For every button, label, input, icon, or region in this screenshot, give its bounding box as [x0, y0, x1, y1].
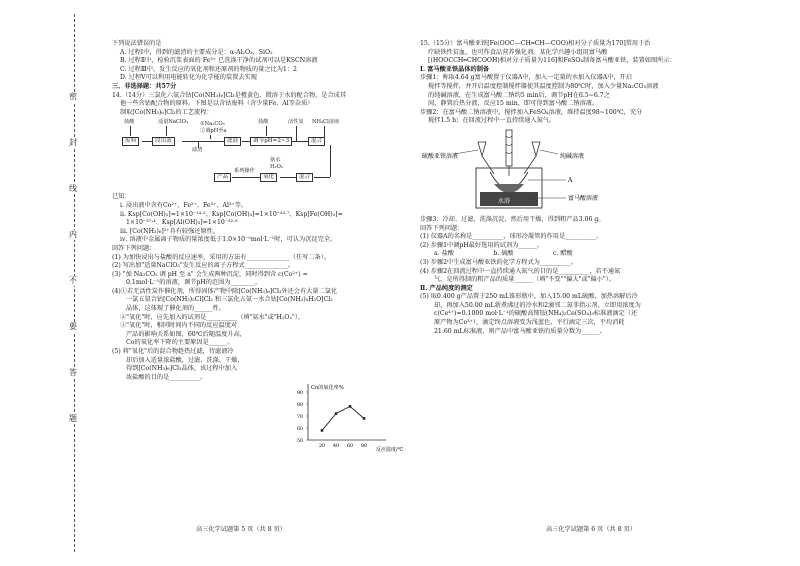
part-heading: Ⅰ. 富马酸亚铁晶体的制备: [420, 65, 490, 73]
condenser: [506, 130, 512, 166]
flow-box: 浸出液: [152, 137, 175, 146]
sub-question: (2) 写出加"适量NaClO₃"发生反应的离子方程式______________。: [112, 262, 295, 270]
oxidation-rate-chart: [286, 382, 404, 453]
oxidation-rate-plot: [286, 382, 404, 453]
choice-row: a. 盐酸 b. 硫酸 c. 醋酸: [434, 250, 573, 258]
x-tick-label: 80: [361, 444, 368, 449]
x-tick-label: 20: [319, 444, 326, 449]
flow-box: 氧化: [260, 173, 277, 182]
flow-input: 适量NaClO₃: [158, 119, 188, 126]
page-footer: 高三化学试题第 5 页（共 8 页）: [196, 526, 286, 533]
process-flowchart: [120, 119, 360, 191]
step-text: 搅拌1.5 h；在回流过程中一直持续通入氮气。: [428, 117, 556, 125]
sub-question: (4)①若无活性炭作催化剂，所得固体产物中除[Co(NH₃)₆]Cl₃外还会有大量二氯化: [112, 287, 338, 295]
y-tick-label: 80: [297, 403, 304, 408]
chart-title: Co的氧化率%: [311, 385, 344, 391]
given-item: ⅳ. 溶液中金属离子物质的量浓度低于1.0×10⁻⁵mol·L⁻¹时，可认为沉淀完全。: [120, 236, 337, 244]
flow-box: 混合: [308, 137, 325, 146]
binding-char: 线: [69, 184, 77, 193]
sub-question: 产品的影响关系如图，60℃后随温度升高，: [126, 330, 246, 338]
sub-question: (5) 取0.400 g产品置于250 mL锥形瓶中，加入15.00 mL硫酸，加热溶解后冷: [420, 293, 638, 301]
sub-question: 一氯五氨合钴[Co(NH₃)₅Cl]Cl₂ 和三氯化五氨一水合钴[Co(NH₃)₅H₂O]Cl₃: [126, 296, 333, 304]
dropping-funnel-right: [532, 142, 540, 156]
data-point: [363, 417, 366, 420]
flow-box: 混合: [296, 173, 313, 182]
question-15-stem: 疗缺铁性贫血，也可作食品营养强化剂。某化学兴趣小组用富马酸: [428, 48, 608, 56]
step-text: 的纯碱溶液，在生成富马酸二钠约5 min后，调节pH在6.5~6.7之: [428, 91, 610, 99]
step-text: 步骤3：冷却、过滤，洗涤沉淀，然后用干燥，得到粗产品3.06 g。: [420, 215, 605, 223]
step-text: 搅拌等搅拌，并开启温度控制搅拌器使其温度控制为80℃时，加入少量Na₂CO₃溶液: [428, 82, 659, 90]
flow-box: 产品: [214, 173, 231, 182]
binding-char: 内: [69, 230, 77, 239]
part-heading: Ⅱ. 产品纯度的测定: [420, 284, 473, 292]
sub-question: 晶体，这体现了催化剂的______性。: [126, 305, 225, 313]
binding-char: 不: [69, 276, 77, 285]
step-text: 间，静置后热分液，反应15 min，即可得到富马酸二钠溶液。: [428, 100, 599, 108]
flow-input: ②调pH至a: [200, 128, 227, 135]
flow-label: 系列操作: [234, 168, 255, 175]
left-exam-page: [112, 40, 412, 382]
sub-question: c(Ce⁴⁺)=0.1000 mol·L⁻¹的硫酸高铈铵(NH₄)₂Ce(SO₄)₃标准液滴定（还: [434, 310, 638, 318]
given-heading: 已知：: [112, 193, 131, 201]
sub-question: 浓盐酸的目的是__________。: [126, 373, 207, 381]
label-right-solution: 纯碱溶液: [560, 152, 585, 160]
given-item: ⅰ. 浸出液中含有Co²⁺、Fe²⁺、Fe³⁺、Al³⁺等。: [120, 201, 248, 209]
label-acid-solution: 富马酸溶液: [568, 194, 599, 202]
section-heading: 三、非选择题：共57分: [112, 82, 177, 90]
sub-question: 0.1mol·L⁻¹的溶液，调节pH的范围为________。: [126, 279, 262, 287]
label-left-solution: 硫酸亚铁溶液: [422, 152, 459, 160]
flow-input: 盐酸: [258, 119, 269, 126]
binding-char: 答: [69, 368, 77, 377]
flow-input: 盐酸: [124, 119, 135, 126]
question-line: 下列说法错误的是: [112, 40, 162, 47]
sub-question: (1) 为加快浸出与盐酸的反应速率，采用的方法有______________（任写二条）。: [112, 253, 331, 261]
given-item: ⅲ. [Co(NH₃)₆]²⁺具有较强还原性。: [120, 227, 220, 235]
sub-question: 21.60 mL标准液，则产品中富马酸亚铁的质量分数为______。: [434, 327, 606, 335]
question-15-stem: [(HOOCCH═CHCOOH)相对分子质量为116]和FeSO₄制备富马酸亚铁，装置如图所示：: [428, 57, 676, 65]
apparatus-diagram: [420, 128, 782, 214]
flow-input: H₂O₂: [270, 164, 283, 171]
y-tick-label: 60: [297, 427, 304, 432]
binding-char: 封: [69, 138, 77, 147]
binding-char: 题: [69, 414, 77, 423]
x-tick-label: 40: [333, 444, 340, 449]
sub-question: 得到[Co(NH₃)₆]Cl₃晶体，该过程中加入: [126, 365, 238, 373]
flow-input: 氨水: [270, 157, 281, 164]
flow-input: NH₄Cl溶液: [312, 119, 340, 126]
answer-prompt: 回答下列问题：: [112, 244, 156, 252]
data-point: [321, 429, 324, 432]
option-d: D. 过程Ⅴ可以利用电能转化为化学能的装置去实现: [120, 74, 257, 82]
label-a: A: [568, 176, 573, 184]
step-text: 步骤2：在富马酸二钠溶液中，搅拌加入FeSO₄溶液，维持温度98~100℃，充分: [420, 108, 643, 116]
answer-prompt: 回答下列问题：: [420, 224, 464, 232]
question-15-stem: 15.（15分）富马酸亚铁[Fe(OOC—CH═CH—COO)相对分子质量为170]常用于治: [420, 40, 651, 47]
sub-question: (3) 步骤2中生成富马酸亚铁的化学方程式为__________。: [420, 258, 577, 266]
sub-question: (4) 步骤2在回流过程中一直持续通入氮气的目的是__________，若不通氮: [420, 267, 621, 275]
sub-question: (3) "加 Na₂CO₃ 调 pH 至 a" 会生成两种沉淀，同时得到含 c(Co²⁺) =: [112, 270, 308, 278]
question-14-stem: 制取[Co(NH₃)₆]Cl₃的工艺流程：: [120, 108, 213, 116]
apparatus-drawing: [420, 128, 782, 214]
sub-question: (5) 将"氧化"后的混合物趁热过滤，待滤液冷: [112, 348, 234, 356]
data-point: [349, 405, 352, 408]
question-14-stem: 14.（14分）三氯化六氨合钴[Co(NH₃)₆]Cl₃是橙黄色、微溶于水的配合物，是合成其: [112, 91, 347, 99]
binding-char: 要: [69, 322, 77, 331]
flow-label: 滤渣: [192, 147, 203, 154]
sub-question: 却后加入适量浓盐酸，过滤、洗涤、干燥，: [126, 356, 244, 364]
question-14-stem: 他一些含钴配合物的原料。下图是以含钴废料（含少量Fe、Al等杂质）: [120, 100, 314, 108]
flow-input: ①Na₂CO₃: [200, 121, 225, 128]
given-item: 1×10⁻³⁷·⁴、Ksp[Al(OH)₃]=1×10⁻³²·⁹: [126, 219, 238, 227]
flow-box: 调节pH=2~3: [250, 137, 292, 146]
flow-box: 废料: [122, 137, 139, 146]
page-footer: 高三化学试题第 6 页（共 8 页）: [546, 526, 636, 533]
x-tick-label: 60: [347, 444, 354, 449]
option-c: C. 过程Ⅲ中，发生反应的氧化剂和还原剂的物质的量之比为1：2: [120, 65, 297, 73]
sub-question: 却，再加入50.00 mL新煮沸过的冷水和2滴邻二氮菲指示剂，立即用浓度为: [434, 301, 641, 309]
sub-question: 原产物为Ce³⁺），滴定终点溶液变为浅蓝色，平行滴定三次，平均消耗: [434, 319, 625, 327]
y-tick-label: 90: [297, 391, 304, 396]
sub-question: ③"氧化"时，相同时间内不同的反应温度对: [120, 322, 238, 330]
flow-input: 活性炭: [288, 119, 304, 126]
sub-question: 气，是所得制的粗产品的质量______（填"不变""偏大"或"偏小"）。: [434, 276, 616, 284]
step-text: 步骤1：称取4.64 g富马酸置于仪器A中，加入一定量的水加入仪器A中，开启: [420, 74, 633, 82]
option-b: B. 过程Ⅱ中，检验沉浆表面的 Fe³⁺ 已洗涤干净的试剂可以是KSCN溶液: [120, 57, 318, 65]
sub-question: (2) 步骤1中调pH最好选用的试剂为______。: [420, 241, 544, 249]
series-line: [322, 406, 364, 430]
flow-box: 滤液: [224, 137, 241, 146]
sub-question: ②"氧化"时，应先加入的试剂是__________（填"氨水"或"H₂O₂"）。: [120, 313, 305, 321]
binding-margin: [0, 0, 100, 566]
label-bath: 水浴: [498, 197, 511, 205]
option-a: A. 过程Ⅰ中，得到的滤渣的主要成分是：α-Al₂O₃、SiO₂: [120, 48, 273, 56]
sub-question: Co的氧化率下降的主要原因是______。: [126, 339, 234, 347]
dropping-funnel-left: [478, 142, 486, 156]
given-item: ⅱ. Ksp[Co(OH)₂]=1×10⁻¹⁴·²、Ksp[Co(OH)₃]=1×10⁻⁴³·⁷、Ksp[Fe(OH)₃]=: [120, 210, 343, 218]
sub-question: (1) 仪器A的名称是__________，球形冷凝管的作用是__________。: [420, 233, 603, 241]
y-tick-label: 70: [297, 415, 304, 420]
x-axis-label: 反应温度/℃: [376, 447, 404, 453]
right-exam-page: [420, 40, 782, 336]
y-tick-label: 50: [297, 439, 304, 444]
data-point: [335, 412, 338, 415]
binding-char: 密: [69, 92, 77, 101]
